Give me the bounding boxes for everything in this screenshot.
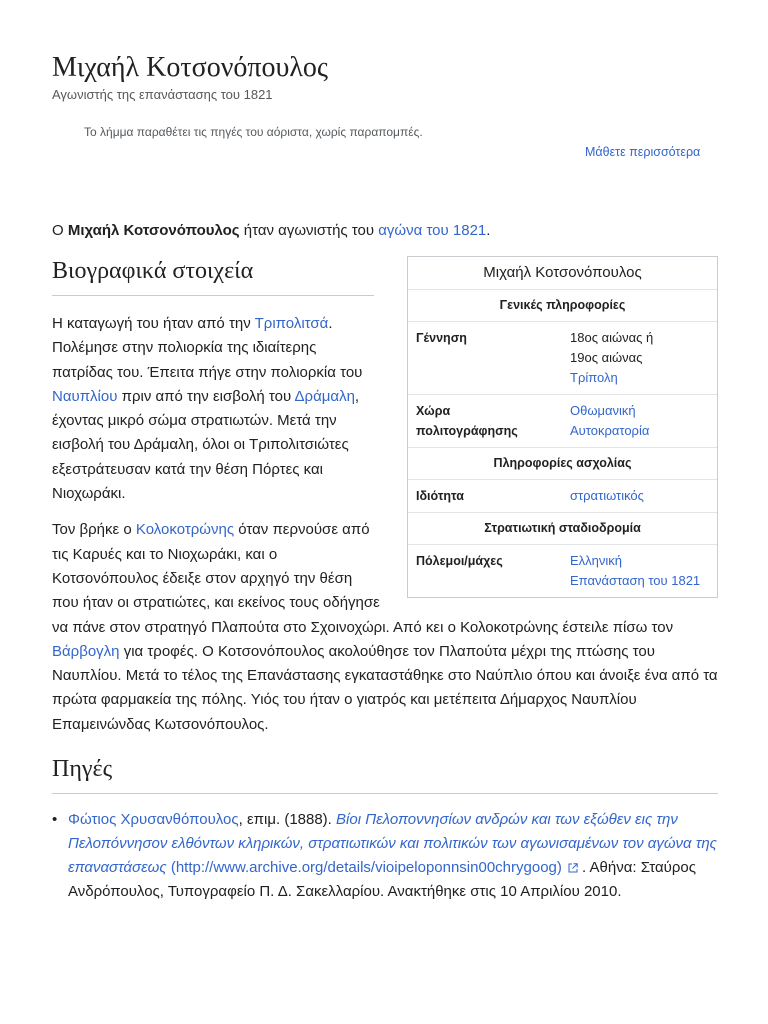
infobox-label-citizenship [416,401,570,441]
link-tripolitsa[interactable]: Τριπολιτσά [254,315,329,332]
link-greek-revolution[interactable]: Ελληνική [570,553,623,568]
text: για τροφές. Ο Κοτσονόπουλος ακολούθησε τον Πλαπούτα μέχρι της πτώσης του Ναυπλίου. Μετά το τέλος της Επανάστασης εγκαταστάθηκε στο Ναύπλιο όπου και άνοιξε ένα από τα πρώτα φαρμακεία της πόλης. Υιός του ήταν ο γιατρός και μετέπειτα Δήμαρχος Ναυπλίου Επαμεινώνδας Κωτσονόπουλος. [52,642,718,733]
text: , επιμ. (1888). [238,811,337,828]
label-line: πολιτογράφησης [416,424,518,438]
link-varvoglis[interactable]: Βάρβογλη [52,642,120,660]
label-line: Χώρα [416,404,451,418]
text: . Αθήνα: Σταύρος Ανδρόπουλος, Τυπογραφείο Π. Δ. Σακελλαρίου. Ανακτήθηκε στις 10 Απριλίου 2010. [68,859,696,900]
intro-text: ήταν αγωνιστής του [239,222,379,239]
infobox-row-role [408,479,717,512]
sources-notice: Το λήμμα παραθέτει τις πηγές του αόριστα, χωρίς παραπομπές. [84,125,423,139]
infobox-value-role [570,486,709,506]
text: πριν από την εισβολή του [117,387,295,405]
link-dramalis[interactable]: Δράμαλη [294,387,355,405]
page-subtitle: Αγωνιστής της επανάστασης του 1821 [52,87,273,102]
page-title: Μιχαήλ Κοτσονόπουλος [52,52,329,83]
infobox-title: Μιχαήλ Κοτσονόπουλος [483,264,642,281]
link-1821-struggle[interactable]: αγώνα του 1821 [378,222,487,239]
link-author[interactable]: Φώτιος Χρυσανθόπουλος [68,811,239,828]
text: όταν περνούσε από τις Καρυές και το Νιοχωράκι, και ο Κοτσονόπουλος έδειξε στον αρχηγό την θέση που ήταν οι στρατιώτες, και εκείνος τους οδήγησε να πάνε στον στρατηγό Πλαπούτα στο Σχοινοχώρι. Από κει ο Κολοκοτρώνης έστειλε πίσω τον [52,521,674,636]
infobox-section-military: Στρατιωτική σταδιοδρομία [408,512,717,544]
infobox-row-wars [408,544,717,597]
intro-text: . [486,222,491,239]
infobox-value-wars[interactable] [570,551,709,591]
infobox-row-birth [408,321,717,394]
text: Τον βρήκε ο [52,521,136,539]
infobox-label-wars: Πόλεμοι/μάχες [416,554,503,568]
link-nafplio[interactable]: Ναυπλίου [52,387,118,405]
birth-century: 18ος αιώνας ή [570,330,654,345]
section-heading-biography: Βιογραφικά στοιχεία [52,258,374,296]
text: . Πολέμησε στην πολιορκία της ιδιαίτερης πατρίδας του. Έπειτα πήγε στην πολιορκία του [52,315,363,381]
birth-century-alt: 19ος αιώνας [570,350,643,365]
references-list [52,808,734,904]
infobox-row-citizenship [408,394,717,447]
infobox-label-role: Ιδιότητα [416,489,464,503]
external-link-icon [568,863,578,873]
link-military[interactable]: στρατιωτικός [570,488,644,503]
reference-title: Βίοι Πελοποννησίων ανδρών και των εξώθεν εις την Πελοπόννησον ελθόντων κληρικών, στρατιωτικών και πολιτικών των αγωνισαμένων τον αγώνα της επαναστάσεως [68,811,717,876]
intro-paragraph [52,220,722,242]
intro-bold-name: Μιχαήλ Κοτσονόπουλος [67,222,240,239]
infobox-section-general: Γενικές πληροφορίες [408,289,717,321]
reference-item [68,808,734,904]
text: , έχοντας μικρό σώμα στρατιωτών. Μετά την εισβολή του Δράμαλη, όλοι οι Τριπολιτσιώτες εξεστράτευσαν κατά την θέση Πόρτες και Νιοχωράκι. [52,387,360,503]
link-tripoli[interactable]: Τρίπολη [570,370,618,385]
infobox-section-occupation: Πληροφορίες ασχολίας [408,447,717,479]
section-heading-sources: Πηγές [52,756,718,794]
infobox-label-birth: Γέννηση [416,331,467,345]
infobox-value-birth [570,328,709,388]
link-kolokotronis[interactable]: Κολοκοτρώνης [135,521,235,539]
infobox [407,256,718,598]
reference-url: (http://www.archive.org/details/vioipeloponnsin00chrygoog) [166,859,562,876]
intro-text: Ο [52,222,68,239]
link-ottoman-empire[interactable]: Οθωμανική [570,403,636,418]
infobox-value-citizenship[interactable] [570,401,709,441]
link-ottoman-empire[interactable]: Αυτοκρατορία [570,423,650,438]
link-greek-revolution[interactable]: Επανάσταση του 1821 [570,573,701,588]
learn-more-link[interactable]: Μάθετε περισσότερα [585,145,701,159]
text: Η καταγωγή του ήταν από την [52,315,255,332]
